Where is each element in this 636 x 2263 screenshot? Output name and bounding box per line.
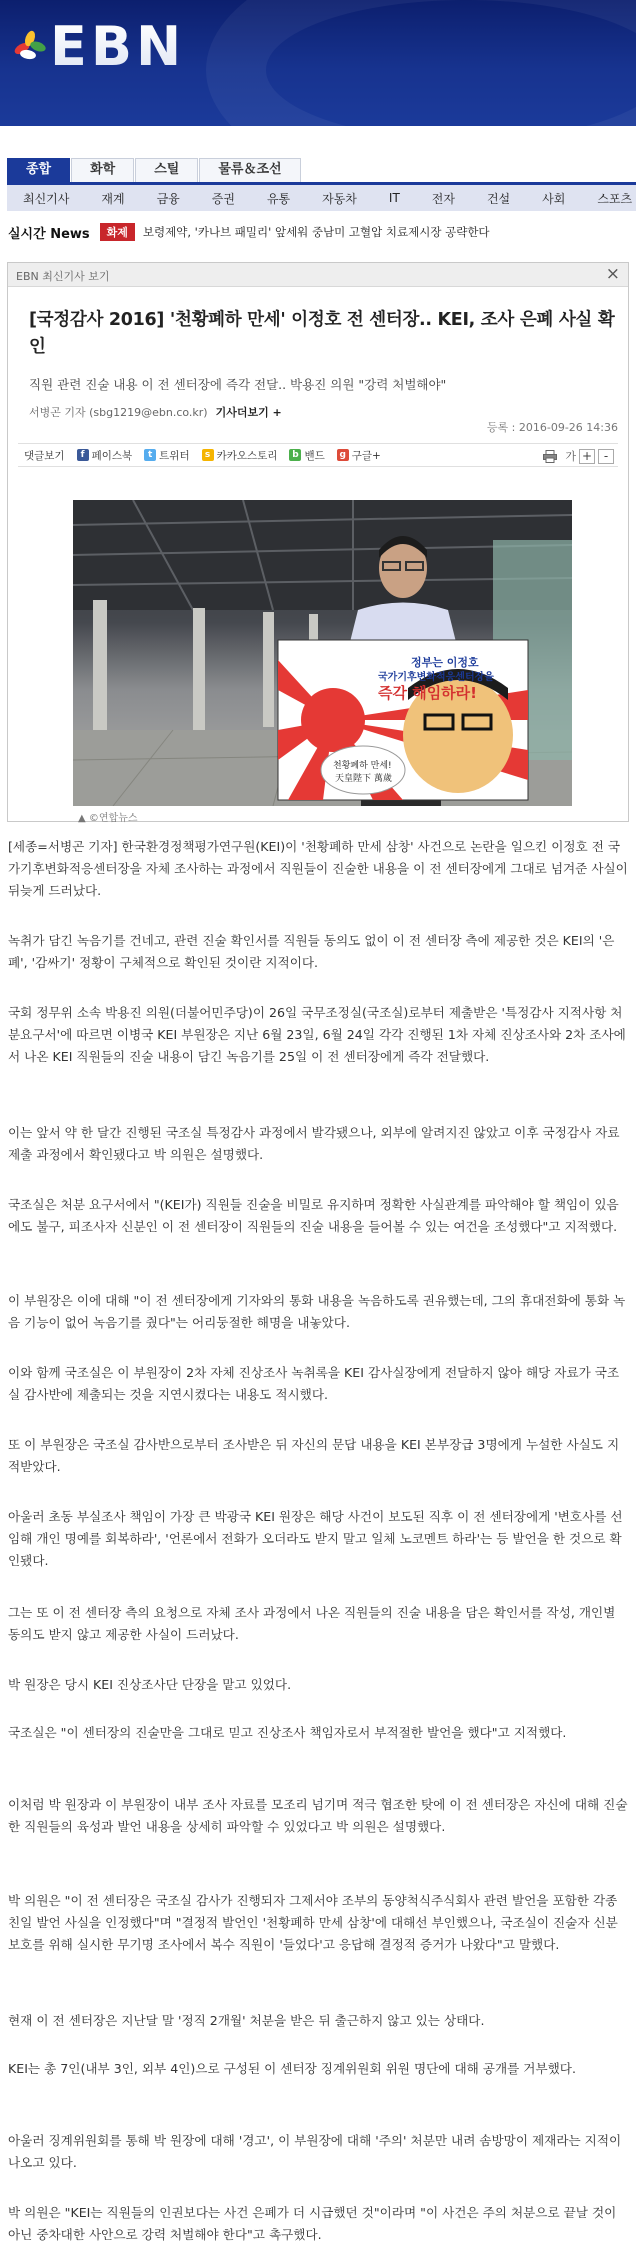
kakaostory-label: 카카오스토리 xyxy=(216,449,278,462)
sign-line-1: 정부는 이정호 xyxy=(411,656,479,669)
article-paragraph: 박 원장은 당시 KEI 진상조사단 단장을 맡고 있었다. xyxy=(8,1677,292,1692)
article-title: [국정감사 2016] '천황폐하 만세' 이정호 전 센터장.. KEI, 조사 은폐 사실 확인 xyxy=(29,310,615,357)
article-subtitle: 직원 관련 진술 내용 이 전 센터장에 즉각 전달.. 박용진 의원 "강력 처벌해야" xyxy=(29,377,447,392)
article-paragraph: 이와 함께 국조실은 이 부원장이 2차 자체 진상조사 녹취록을 KEI 감사실장에게 전달하지 않아 해당 자료가 국조실 감사반에 제출되는 것을 지연시켰다는 내용도 적시했다. xyxy=(8,1365,620,1402)
article-paragraph: 이는 앞서 약 한 달간 진행된 국조실 특정감사 과정에서 발각됐으나, 외부에 알려지진 않았고 이후 국정감사 자료 제출 과정에서 확인됐다고 박 의원은 설명했다. xyxy=(8,1125,620,1162)
article-photo xyxy=(73,500,572,806)
article-paragraph: [세종=서병곤 기자] 한국환경정책평가연구원(KEI)이 '천황폐하 만세 삼창' 사건으로 논란을 일으킨 이정호 전 국가기후변화적응센터장을 자체 조사하는 과정에서 직원들이 진술한 내용을 이 전 센터장에게 그대로 넘겨준 사실이 뒤늦게 드러났다. xyxy=(8,839,628,898)
article-paragraph: 박 의원은 "이 전 센터장은 국조실 감사가 진행되자 그제서야 조부의 동양척식주식회사 관련 발언을 포함한 각종 친일 발언 사실을 인정했다"며 "결정적 발언인 '천황폐하 만세 삼창'에 대해선 부인했으나, 국조실이 진술자 신분 보호를 위해 실시한 무기명 조사에서 복수 직원이 '들었다'고 응답해 결정적 증거가 나왔다"고 말했다. xyxy=(8,1893,618,1952)
comments-label: 댓글보기 xyxy=(24,449,65,462)
tab-logistics-shipbuilding[interactable]: 물류＆조선 xyxy=(199,158,300,182)
article-paragraph: KEI는 총 7인(내부 3인, 외부 4인)으로 구성된 이 센터장 징계위원회 위원 명단에 대해 공개를 거부했다. xyxy=(8,2061,576,2076)
site-header xyxy=(0,0,636,126)
logo-mark-icon xyxy=(12,30,46,64)
kakaostory-icon: s xyxy=(202,449,214,461)
article-paragraph: 국조실은 "이 센터장의 진술만을 그대로 믿고 진상조사 책임자로서 부적절한 발언을 했다"고 지적했다. xyxy=(8,1725,567,1740)
more-articles-button[interactable]: 기사더보기 + xyxy=(215,406,282,419)
sub-nav-item-retail[interactable]: 유통 xyxy=(266,191,291,206)
article-byline xyxy=(29,404,282,420)
close-icon[interactable]: × xyxy=(605,264,620,284)
kakaostory-share-button[interactable] xyxy=(202,448,278,463)
tab-general[interactable]: 종합 xyxy=(7,158,70,182)
article-paragraph: 아울러 초동 부실조사 책임이 가장 큰 박광국 KEI 원장은 해당 사건이 보도된 직후 이 전 센터장에게 '변호사를 선임해 개인 명예를 회복하라', '언론에서 전화가 오더라도 받지 말고 일체 노코멘트 하라'는 등 발언을 한 것으로 확인됐다. xyxy=(8,1509,623,1568)
article-date: 등록 : 2016-09-26 14:36 xyxy=(486,421,618,434)
article-paragraph: 녹취가 담긴 녹음기를 건네고, 관련 진술 확인서를 직원들 동의도 없이 이 전 센터장 측에 제공한 것은 KEI의 '은폐', '감싸기' 정황이 구체적으로 확인된 것이란 지적이다. xyxy=(8,933,615,970)
band-share-button[interactable] xyxy=(289,448,324,463)
comments-button[interactable] xyxy=(24,448,65,463)
photo-caption: ▲ ©연합뉴스 xyxy=(78,813,138,824)
googleplus-icon: g xyxy=(337,449,349,461)
speech-bubble-line-2: 天皇陛下 萬歲 xyxy=(335,774,392,784)
article-paragraph: 이처럼 박 원장과 이 부원장이 내부 조사 자료를 모조리 넘기며 적극 협조한 탓에 이 전 센터장은 자신에 대해 진술한 직원들의 육성과 발언 내용을 상세히 파악할 수 있었다고 박 의원은 설명했다. xyxy=(8,1797,628,1834)
sub-nav-item-it[interactable]: IT xyxy=(388,191,400,205)
photo-illustration xyxy=(73,500,572,806)
article-box xyxy=(7,262,629,822)
article-paragraph: 국조실은 처분 요구서에서 "(KEI가) 직원들 진술을 비밀로 유지하며 정확한 사실관계를 파악해야 할 책임이 있음에도 불구, 피조사자 신분인 이 전 센터장이 직원들의 진술 내용을 들어볼 수 있는 여건을 조성했다"고 지적했다. xyxy=(8,1197,619,1234)
logo-text: EBN xyxy=(50,15,186,78)
sub-nav-item-electronics[interactable]: 전자 xyxy=(431,191,455,206)
category-tabs xyxy=(7,158,302,182)
twitter-icon: t xyxy=(144,449,156,461)
sub-nav-item-business[interactable]: 재계 xyxy=(101,191,125,206)
font-size-label: 가 xyxy=(565,450,576,463)
sub-nav-item-construction[interactable]: 건설 xyxy=(486,191,511,206)
breaking-news-label: 실시간 News xyxy=(8,226,90,242)
article-paragraph: 이 부원장은 이에 대해 "이 전 센터장에게 기자와의 통화 내용을 녹음하도록 권유했는데, 그의 휴대전화에 통화 녹음 기능이 없어 녹음기를 줬다"는 어리둥절한 해명을 내놓았다. xyxy=(8,1293,626,1330)
sub-nav-item-sports[interactable]: 스포츠 xyxy=(597,191,633,206)
tab-steel[interactable]: 스틸 xyxy=(135,158,198,182)
article-paragraph: 현재 이 전 센터장은 지난달 말 '정직 2개월' 처분을 받은 뒤 출근하지 않고 있는 상태다. xyxy=(8,2013,485,2028)
share-bar xyxy=(18,443,618,467)
article-paragraph: 아울러 징계위원회를 통해 박 원장에 대해 '경고', 이 부원장에 대해 '주의' 처분만 내려 솜방망이 제재라는 지적이 나오고 있다. xyxy=(8,2133,622,2170)
article-paragraph: 국회 정무위 소속 박용진 의원(더불어민주당)이 26일 국무조정실(국조실)로부터 제출받은 '특정감사 지적사항 처분요구서'에 따르면 이병국 KEI 부원장은 지난 6월 23일, 6월 24일 각각 진행된 1차 자체 진상조사와 2차 조사에서 나온 KEI 직원들의 진술 내용이 담긴 녹음기를 25일 이 전 센터장에게 즉각 전달했다. xyxy=(8,1005,626,1064)
facebook-share-button[interactable] xyxy=(77,448,133,463)
font-decrease-button[interactable]: - xyxy=(598,449,614,464)
twitter-share-button[interactable] xyxy=(144,448,189,463)
facebook-icon: f xyxy=(77,449,89,461)
article-paragraph: 박 의원은 "KEI는 직원들의 인권보다는 사건 은폐가 더 시급했던 것"이라며 "이 사건은 주의 처분으로 끝날 것이 아닌 중차대한 사안으로 강력 처벌해야 한다"고 촉구했다. xyxy=(8,2205,617,2242)
sub-nav-item-society[interactable]: 사회 xyxy=(542,191,566,206)
breaking-news-badge: 화제 xyxy=(100,223,135,241)
speech-bubble-line-1: 천황폐하 만세! xyxy=(333,761,392,771)
sub-nav xyxy=(7,185,636,211)
sub-nav-item-finance[interactable]: 금융 xyxy=(156,191,180,206)
article-tools xyxy=(543,448,614,464)
reporter-name: 서병곤 기자 (sbg1219@ebn.co.kr) xyxy=(29,406,208,419)
sign-line-2: 국가기후변화적응센터장을 xyxy=(378,672,494,683)
sign-line-3: 즉각 해임하라! xyxy=(378,684,478,702)
facebook-label: 페이스북 xyxy=(91,449,133,462)
article-box-header xyxy=(8,263,628,287)
breaking-news-headline[interactable]: 보령제약, '카나브 패밀리' 앞세워 중남미 고혈압 치료제시장 공략한다 xyxy=(142,225,490,239)
sub-nav-item-stocks[interactable]: 증권 xyxy=(211,191,235,206)
googleplus-label: 구글+ xyxy=(351,449,381,462)
print-icon[interactable] xyxy=(543,450,557,463)
latest-articles-link[interactable]: EBN 최신기사 보기 xyxy=(16,270,110,283)
band-label: 밴드 xyxy=(304,449,325,462)
twitter-label: 트위터 xyxy=(159,449,190,462)
googleplus-share-button[interactable] xyxy=(337,448,381,463)
sub-nav-item-auto[interactable]: 자동차 xyxy=(322,191,357,206)
article-paragraph: 또 이 부원장은 국조실 감사반으로부터 조사받은 뒤 자신의 문답 내용을 KEI 본부장급 3명에게 누설한 사실도 지적받았다. xyxy=(8,1437,620,1474)
site-logo[interactable] xyxy=(12,15,186,78)
header-decoration xyxy=(206,0,636,126)
band-icon: b xyxy=(289,449,301,461)
tab-chemical[interactable]: 화학 xyxy=(71,158,134,182)
article-paragraph: 그는 또 이 전 센터장 측의 요청으로 자체 조사 과정에서 나온 직원들의 진술 내용을 담은 확인서를 작성, 개인별 동의도 받지 않고 제공한 사실이 드러났다. xyxy=(8,1605,616,1642)
breaking-news-bar xyxy=(8,222,490,242)
font-increase-button[interactable]: + xyxy=(579,449,595,464)
sub-nav-item-latest[interactable]: 최신기사 xyxy=(23,191,70,206)
